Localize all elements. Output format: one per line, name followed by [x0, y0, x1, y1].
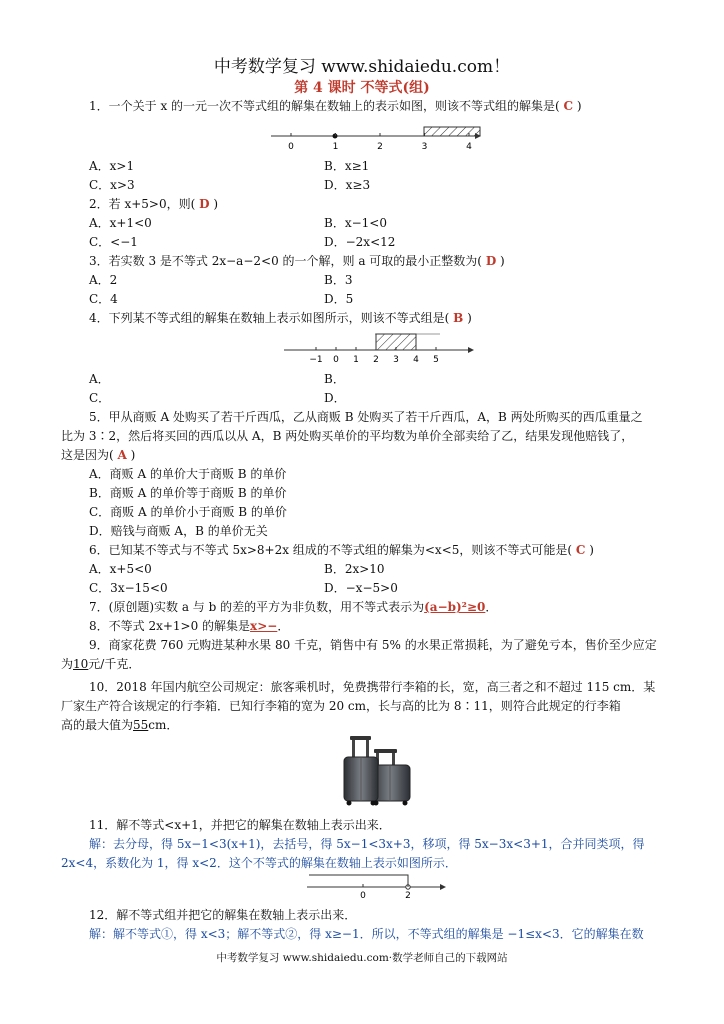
q1-option-d: D．x≥3 — [324, 178, 371, 192]
q5-line1: 5．甲从商贩 A 处购买了若干斤西瓜，乙从商贩 B 处购买了若干斤西瓜，A，B 两处所购买的西瓜重量之 — [89, 410, 643, 424]
q4-option-d: D． — [324, 391, 346, 405]
q5-option-b: B．商贩 A 的单价等于商贩 B 的单价 — [89, 486, 287, 500]
tick-label: 2 — [405, 891, 411, 901]
axis-arrow — [468, 347, 474, 353]
q6-option-c: C．3x−15<0 — [89, 581, 168, 595]
tick-label: 5 — [433, 355, 439, 365]
q7-answer: (a−b)²≥0 — [424, 600, 486, 614]
q1-answer: C — [563, 99, 574, 113]
q4-option-c: C． — [89, 391, 111, 405]
solution-bracket — [309, 875, 408, 887]
q5-line2: 比为 3∶2，然后将买回的西瓜以从 A，B 两处购买单价的平均数为单价全部卖给了乙，结果发现他赔钱了， — [61, 429, 634, 443]
q2-option-c: C．<−1 — [89, 235, 138, 249]
q4-option-a: A． — [89, 372, 110, 386]
tick-label: 4 — [466, 142, 472, 152]
solution-region — [424, 127, 480, 136]
q6-option-d: D．−x−5>0 — [324, 581, 398, 595]
q2-option-d: D．−2x<12 — [324, 235, 396, 249]
q5-option-a: A．商贩 A 的单价大于商贩 B 的单价 — [89, 467, 287, 481]
q5-option-c: C．商贩 A 的单价小于商贩 B 的单价 — [89, 505, 287, 519]
q5-answer: A — [117, 448, 127, 462]
q6-stem: 6．已知某不等式与不等式 5x>8+2x 组成的不等式组的解集为<x<5，则该不等式可能是( C ) — [89, 543, 594, 557]
tick-label: 4 — [413, 355, 419, 365]
q2-option-a: A．x+1<0 — [89, 216, 152, 230]
site-title: 中考数学复习 www.shidaiedu.com！ — [213, 57, 511, 77]
q9-line1: 9．商家花费 760 元购进某种水果 80 千克，销售中有 5% 的水果正常损耗，为了避免亏本，售价至少应定 — [89, 638, 657, 652]
q9-line2: 为10元/千克． — [61, 657, 141, 671]
q4-stem: 4．下列某不等式组的解集在数轴上表示如图所示，则该不等式组是( B ) — [89, 311, 472, 325]
q5-line3: 这是因为( A ) — [61, 448, 136, 462]
tick-label: 2 — [377, 142, 383, 152]
tick-label: 1 — [353, 355, 359, 365]
q4-answer: B — [453, 311, 464, 325]
q12-solution-line1: 解：解不等式①，得 x<3；解不等式②，得 x≥−1．所以，不等式组的解集是 −1≤x<3．它的解集在数 — [89, 927, 644, 941]
q1-option-c: C．x>3 — [89, 178, 135, 192]
page-footer: 中考数学复习 www.shidaiedu.com·数学老师自己的下载网站 — [216, 952, 508, 964]
q6-answer: C — [575, 543, 586, 557]
q3-stem: 3．若实数 3 是不等式 2x−a−2<0 的一个解，则 a 可取的最小正整数为( D ) — [89, 254, 505, 268]
q6-option-b: B．2x>10 — [324, 562, 385, 576]
q8-stem: 8．不等式 2x+1>0 的解集是x>−． — [89, 619, 290, 633]
q11-solution-line1: 解：去分母，得 5x−1<3(x+1)，去括号，得 5x−1<3x+3，移项，得 5x−3x<3+1，合并同类项，得 — [89, 837, 645, 851]
tick-label: 3 — [393, 355, 399, 365]
tick-label: 0 — [333, 355, 339, 365]
luggage-image — [340, 735, 420, 807]
q3-option-a: A．2 — [89, 273, 118, 287]
tick-label: 1 — [332, 142, 339, 152]
q3-option-b: B．3 — [324, 273, 353, 287]
q10-line1: 10．2018 年国内航空公司规定：旅客乘机时，免费携带行李箱的长，宽，高三者之和不超过 115 cm．某 — [89, 680, 656, 694]
q11-number-line — [305, 871, 450, 901]
q8-answer: x>− — [250, 619, 278, 633]
q5-option-d: D．赔钱与商贩 A，B 的单价无关 — [89, 524, 268, 538]
q2-answer: D — [199, 197, 210, 211]
q4-option-b: B． — [324, 372, 345, 386]
q1-stem: 1．一个关于 x 的一元一次不等式组的解集在数轴上的表示如图，则该不等式组的解集是( C ) — [89, 99, 582, 113]
lesson-title: 第 4 课时 不等式(组) — [294, 80, 430, 96]
q11-solution-line2: 2x<4，系数化为 1，得 x<2．这个不等式的解集在数轴上表示如图所示． — [61, 856, 457, 870]
q2-option-b: B．x−1<0 — [324, 216, 387, 230]
q2-stem: 2．若 x+5>0，则( D ) — [89, 197, 218, 211]
tick-label: 0 — [288, 142, 294, 152]
q3-option-c: C．4 — [89, 292, 118, 306]
q10-line2: 厂家生产符合该规定的行李箱．已知行李箱的宽为 20 cm，长与高的比为 8∶11，则符合此规定的行李箱 — [61, 699, 621, 713]
tick-label: −1 — [309, 355, 323, 365]
q1-option-b: B．x≥1 — [324, 159, 370, 173]
q1-number-line — [265, 124, 485, 156]
q7-stem: 7．(原创题)实数 a 与 b 的差的平方为非负数，用不等式表示为(a−b)²≥0． — [89, 600, 498, 614]
tick-label: 0 — [360, 891, 366, 901]
q3-answer: D — [485, 254, 497, 268]
q9-answer: 10 — [73, 657, 89, 671]
q10-line3: 高的最大值为55cm． — [61, 718, 179, 732]
tick-label: 2 — [373, 355, 379, 365]
q11-stem: 11．解不等式<x+1，并把它的解集在数轴上表示出来． — [89, 818, 391, 832]
q12-stem: 12．解不等式组并把它的解集在数轴上表示出来． — [89, 908, 357, 922]
tick-label: 3 — [421, 142, 428, 152]
q10-answer: 55 — [133, 718, 149, 732]
q4-number-line — [280, 328, 480, 368]
axis-arrow — [440, 884, 446, 890]
q1-option-a: A．x>1 — [89, 159, 135, 173]
q6-option-a: A．x+5<0 — [89, 562, 152, 576]
q3-option-d: D．5 — [324, 292, 354, 306]
